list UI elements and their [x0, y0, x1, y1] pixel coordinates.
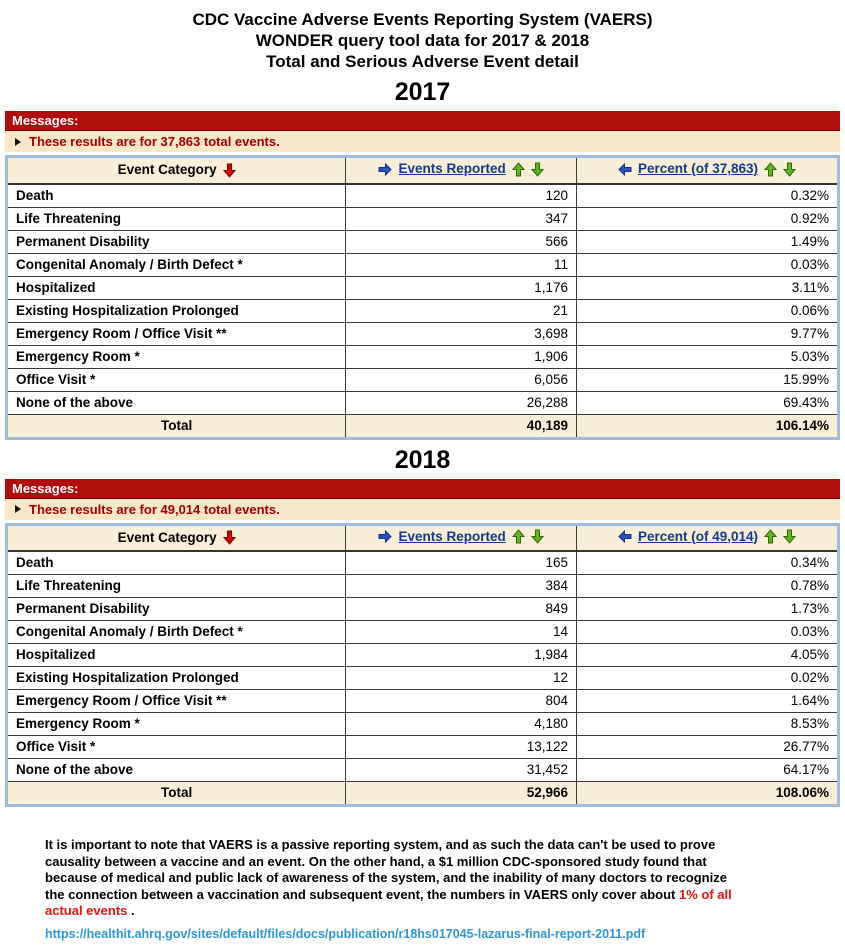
page-title-line-3: Total and Serious Adverse Event detail	[266, 52, 579, 71]
year-heading-2018: 2018	[394, 445, 451, 474]
table-row	[7, 276, 839, 299]
total-label-cell: Total	[7, 782, 346, 806]
message-row	[5, 499, 840, 520]
events-reported-cell: 12	[346, 667, 577, 690]
sort-down-icon[interactable]	[783, 162, 796, 177]
percent-cell: 1.64%	[577, 690, 839, 713]
event-category-cell: Emergency Room *	[7, 345, 346, 368]
event-category-cell: Permanent Disability	[7, 598, 346, 621]
events-reported-header	[346, 524, 577, 551]
table-row	[7, 690, 839, 713]
sort-down-icon[interactable]	[531, 162, 544, 177]
percent-cell: 0.92%	[577, 207, 839, 230]
event-category-cell: Death	[7, 184, 346, 208]
table-row	[7, 299, 839, 322]
message-row	[5, 131, 840, 152]
report-link[interactable]: https://healthit.ahrq.gov/sites/default/files/docs/publication/r18hs017045-lazarus-final-report-2011.pdf	[45, 926, 646, 941]
messages-bar: Messages:	[5, 111, 840, 131]
percent-link[interactable]: Percent (of 49,014)	[637, 528, 759, 544]
events-reported-cell: 26,288	[346, 391, 577, 414]
events-reported-cell: 4,180	[346, 713, 577, 736]
sort-down-icon[interactable]	[531, 529, 544, 544]
event-category-cell: Emergency Room / Office Visit **	[7, 322, 346, 345]
sort-up-icon[interactable]	[764, 529, 777, 544]
table-row	[7, 368, 839, 391]
events-reported-cell: 31,452	[346, 759, 577, 782]
messages-bar: Messages:	[5, 479, 840, 499]
total-label-cell: Total	[7, 414, 346, 438]
percent-cell: 0.03%	[577, 621, 839, 644]
percent-cell: 69.43%	[577, 391, 839, 414]
percent-cell: 15.99%	[577, 368, 839, 391]
events-reported-cell: 165	[346, 551, 577, 575]
percent-cell: 0.03%	[577, 253, 839, 276]
events-reported-cell: 11	[346, 253, 577, 276]
event-category-cell: Congenital Anomaly / Birth Defect *	[7, 253, 346, 276]
section-2017	[5, 111, 840, 440]
events-reported-cell: 347	[346, 207, 577, 230]
events-reported-header	[346, 157, 577, 184]
table-row	[7, 598, 839, 621]
event-category-cell: Congenital Anomaly / Birth Defect *	[7, 621, 346, 644]
event-category-cell: Hospitalized	[7, 644, 346, 667]
percent-cell: 0.06%	[577, 299, 839, 322]
sort-descending-icon[interactable]	[223, 530, 236, 545]
table-row	[7, 644, 839, 667]
event-category-cell: Life Threatening	[7, 207, 346, 230]
percent-cell: 0.34%	[577, 551, 839, 575]
events-reported-cell: 120	[346, 184, 577, 208]
total-row	[7, 782, 839, 806]
event-category-header-label: Event Category	[117, 162, 217, 178]
sort-up-icon[interactable]	[764, 162, 777, 177]
event-category-cell: Emergency Room *	[7, 713, 346, 736]
table-row	[7, 575, 839, 598]
events-reported-cell: 1,176	[346, 276, 577, 299]
table-row	[7, 253, 839, 276]
disclaimer-text: It is important to note that VAERS is a passive reporting system, and as such the data can't be used to prove causality between a vaccine and an event. On the other hand, a $1 million CDC-sponsored study found that because of medical and public lack of awareness of the system, and the inability of many doctors to recognize the connection between a vaccination and subsequent event, the numbers in VAERS only cover about	[45, 837, 727, 902]
table-row	[7, 322, 839, 345]
event-category-header	[7, 157, 346, 184]
events-reported-cell: 384	[346, 575, 577, 598]
percent-cell: 26.77%	[577, 736, 839, 759]
move-column-right-icon[interactable]	[378, 163, 392, 176]
table-row	[7, 736, 839, 759]
events-reported-cell: 1,984	[346, 644, 577, 667]
percent-cell: 1.49%	[577, 230, 839, 253]
events-table-2018	[5, 523, 840, 808]
events-reported-cell: 13,122	[346, 736, 577, 759]
events-reported-cell: 3,698	[346, 322, 577, 345]
event-category-cell: Permanent Disability	[7, 230, 346, 253]
table-row	[7, 759, 839, 782]
message-text: These results are for 49,014 total events.	[29, 501, 280, 517]
sort-down-icon[interactable]	[783, 529, 796, 544]
table-row	[7, 621, 839, 644]
events-reported-cell: 849	[346, 598, 577, 621]
percent-link[interactable]: Percent (of 37,863)	[637, 161, 759, 176]
table-row	[7, 667, 839, 690]
total-percent-cell: 106.14%	[577, 414, 839, 438]
percent-header	[577, 157, 839, 184]
total-events-cell: 40,189	[346, 414, 577, 438]
page-title-line-2: WONDER query tool data for 2017 & 2018	[255, 31, 590, 50]
event-category-cell: Office Visit *	[7, 736, 346, 759]
triangle-bullet-icon	[15, 138, 21, 146]
event-category-header	[7, 524, 346, 551]
events-reported-link[interactable]: Events Reported	[398, 528, 506, 544]
percent-cell: 0.78%	[577, 575, 839, 598]
disclaimer-period: .	[127, 903, 135, 918]
page-title	[0, 0, 845, 72]
sort-up-icon[interactable]	[512, 529, 525, 544]
event-category-cell: Existing Hospitalization Prolonged	[7, 667, 346, 690]
total-percent-cell: 108.06%	[577, 782, 839, 806]
triangle-bullet-icon	[15, 505, 21, 513]
events-reported-cell: 804	[346, 690, 577, 713]
year-heading-2017: 2017	[394, 78, 451, 106]
events-reported-link[interactable]: Events Reported	[398, 161, 506, 176]
event-category-cell: Office Visit *	[7, 368, 346, 391]
percent-cell: 5.03%	[577, 345, 839, 368]
percent-cell: 8.53%	[577, 713, 839, 736]
events-reported-cell: 14	[346, 621, 577, 644]
disclaimer-highlight: 1% of all actual events	[45, 886, 732, 918]
event-category-cell: Death	[7, 551, 346, 575]
table-row	[7, 184, 839, 208]
events-table-2017	[5, 155, 840, 440]
sort-up-icon[interactable]	[512, 162, 525, 177]
events-reported-cell: 6,056	[346, 368, 577, 391]
event-category-cell: None of the above	[7, 759, 346, 782]
move-column-left-icon[interactable]	[618, 530, 632, 543]
total-events-cell: 52,966	[346, 782, 577, 806]
table-row	[7, 713, 839, 736]
table-header-row	[7, 524, 839, 551]
move-column-right-icon[interactable]	[378, 530, 392, 543]
message-text: These results are for 37,863 total events.	[29, 134, 280, 149]
percent-header	[577, 524, 839, 551]
event-category-cell: Hospitalized	[7, 276, 346, 299]
table-row	[7, 345, 839, 368]
move-column-left-icon[interactable]	[618, 163, 632, 176]
table-row	[7, 207, 839, 230]
events-reported-cell: 566	[346, 230, 577, 253]
disclaimer-note	[45, 837, 737, 920]
event-category-cell: Existing Hospitalization Prolonged	[7, 299, 346, 322]
table-row	[7, 391, 839, 414]
event-category-header-label: Event Category	[117, 529, 217, 545]
table-header-row	[7, 157, 839, 184]
percent-cell: 9.77%	[577, 322, 839, 345]
section-2018	[5, 479, 840, 808]
page-title-line-1: CDC Vaccine Adverse Events Reporting System (VAERS)	[192, 10, 653, 29]
percent-cell: 3.11%	[577, 276, 839, 299]
event-category-cell: Life Threatening	[7, 575, 346, 598]
table-row	[7, 551, 839, 575]
percent-cell: 4.05%	[577, 644, 839, 667]
sort-descending-icon[interactable]	[223, 163, 236, 178]
events-reported-cell: 1,906	[346, 345, 577, 368]
events-reported-cell: 21	[346, 299, 577, 322]
percent-cell: 0.32%	[577, 184, 839, 208]
percent-cell: 64.17%	[577, 759, 839, 782]
total-row	[7, 414, 839, 438]
percent-cell: 1.73%	[577, 598, 839, 621]
table-row	[7, 230, 839, 253]
event-category-cell: None of the above	[7, 391, 346, 414]
event-category-cell: Emergency Room / Office Visit **	[7, 690, 346, 713]
percent-cell: 0.02%	[577, 667, 839, 690]
